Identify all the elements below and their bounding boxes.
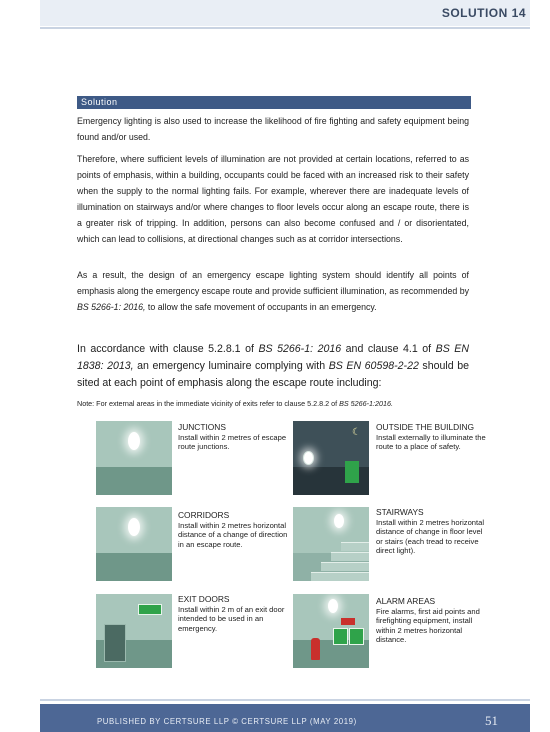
page-title: SOLUTION 14 [441, 6, 526, 20]
text-segment: should be sited at each point of emphasis along the escape route including: [77, 360, 469, 389]
footer-band [40, 704, 530, 732]
item-heading: OUTSIDE THE BUILDING [376, 422, 475, 432]
alarm-areas-illustration [293, 594, 369, 668]
page-number: 51 [485, 713, 498, 728]
stairways-illustration [293, 507, 369, 581]
standard-reference: BS EN 60598-2-22 [328, 360, 419, 372]
item-heading: CORRIDORS [178, 510, 230, 520]
text-segment: an emergency luminaire complying with [133, 360, 329, 372]
moon-icon: ☾ [352, 427, 361, 438]
emergency-luminaire-icon [127, 517, 141, 537]
paragraph-design [77, 267, 469, 315]
publisher-line: PUBLISHED BY CERTSURE LLP © CERTSURE LLP (MAY 2019) [97, 717, 357, 726]
exit-sign-icon [138, 604, 162, 615]
first-aid-point-icon [333, 628, 348, 645]
text-segment: and clause 4.1 of [341, 343, 436, 355]
header-divider [40, 27, 530, 29]
emergency-luminaire-icon [327, 598, 339, 614]
note-text: Note: For external areas in the immediate vicinity of exits refer to clause 5.2.8.2 of [77, 399, 340, 408]
item-text: Install within 2 m of an exit door intended to be used in an emergency. [178, 604, 285, 633]
junctions-illustration [96, 421, 172, 495]
item-text: Install within 2 metres horizontal distance of change in floor level or stairs (each tread to receive direct light). [376, 517, 485, 556]
item-heading: ALARM AREAS [376, 596, 436, 606]
footer-divider [40, 699, 530, 701]
emergency-luminaire-icon [127, 431, 141, 451]
item-text: Install within 2 metres horizontal distance of a change of direction in an escape route. [178, 520, 288, 549]
emergency-luminaire-icon [303, 451, 314, 465]
text-segment: to allow the safe movement of occupants in an emergency. [145, 302, 377, 312]
outside-building-caption [376, 423, 486, 452]
stairways-caption [376, 508, 486, 556]
paragraph-points-of-emphasis: Therefore, where sufficient levels of illumination are not provided at certain locations, referred to as points of emphasis, within a building, occupants could be faced with an increased risk to their safety when the supply to the normal lighting fails. For example, wherever there are inadequate levels of illumination on stairways and/or where changes to floor levels occur along an escape route, there is a greater risk of tripping. In addition, persons can also become confused and / or disorientated, which can lead to collisions, at directional changes such as at corridor intersections. [77, 154, 469, 244]
standard-reference: BS 5266-1: 2016 [258, 343, 342, 355]
corridors-caption [178, 511, 288, 549]
first-aid-point-icon [349, 628, 364, 645]
item-heading: EXIT DOORS [178, 594, 230, 604]
corridors-illustration [96, 507, 172, 581]
text-segment: As a result, the design of an emergency escape lighting system should identify all points of emphasis along the emergency escape route and provide sufficient illumination, as recommended by [77, 270, 470, 296]
standard-reference: BS 5266-1:2016. [339, 399, 394, 408]
floor [96, 467, 172, 495]
text-segment: In accordance with clause 5.2.8.1 of [77, 343, 259, 355]
standard-reference: BS 5266-1: 2016, [77, 302, 146, 312]
stair-tread [311, 572, 369, 581]
stair-tread [321, 562, 369, 571]
stair-tread [331, 552, 369, 561]
stair-tread [341, 542, 369, 551]
item-text: Install externally to illuminate the route to a place of safety. [376, 432, 486, 452]
junctions-caption [178, 423, 288, 452]
paragraph-clause [77, 341, 469, 392]
standard-reference: BS EN 1838: 2013, [77, 343, 469, 372]
item-text: Install within 2 metres of escape route junctions. [178, 432, 287, 452]
exit-doors-caption [178, 595, 288, 633]
item-heading: JUNCTIONS [178, 422, 226, 432]
stairs [311, 533, 369, 581]
exit-door-icon [104, 624, 126, 662]
item-text: Fire alarms, first aid points and firefighting equipment, install within 2 metres horizontal distance. [376, 606, 480, 645]
exit-doors-illustration [96, 594, 172, 668]
outside-building-illustration [293, 421, 369, 495]
emergency-luminaire-icon [333, 513, 345, 529]
item-heading: STAIRWAYS [376, 507, 424, 517]
solution-label: Solution [77, 96, 471, 109]
paragraph-intro: Emergency lighting is also used to increase the likelihood of fire fighting and safety equipment being found and/or used. [77, 116, 469, 142]
note [77, 399, 477, 408]
exit-door-icon [345, 461, 359, 483]
fire-extinguisher-icon [311, 638, 320, 660]
alarm-areas-caption [376, 597, 486, 645]
fire-alarm-icon [341, 618, 355, 625]
floor [96, 553, 172, 581]
